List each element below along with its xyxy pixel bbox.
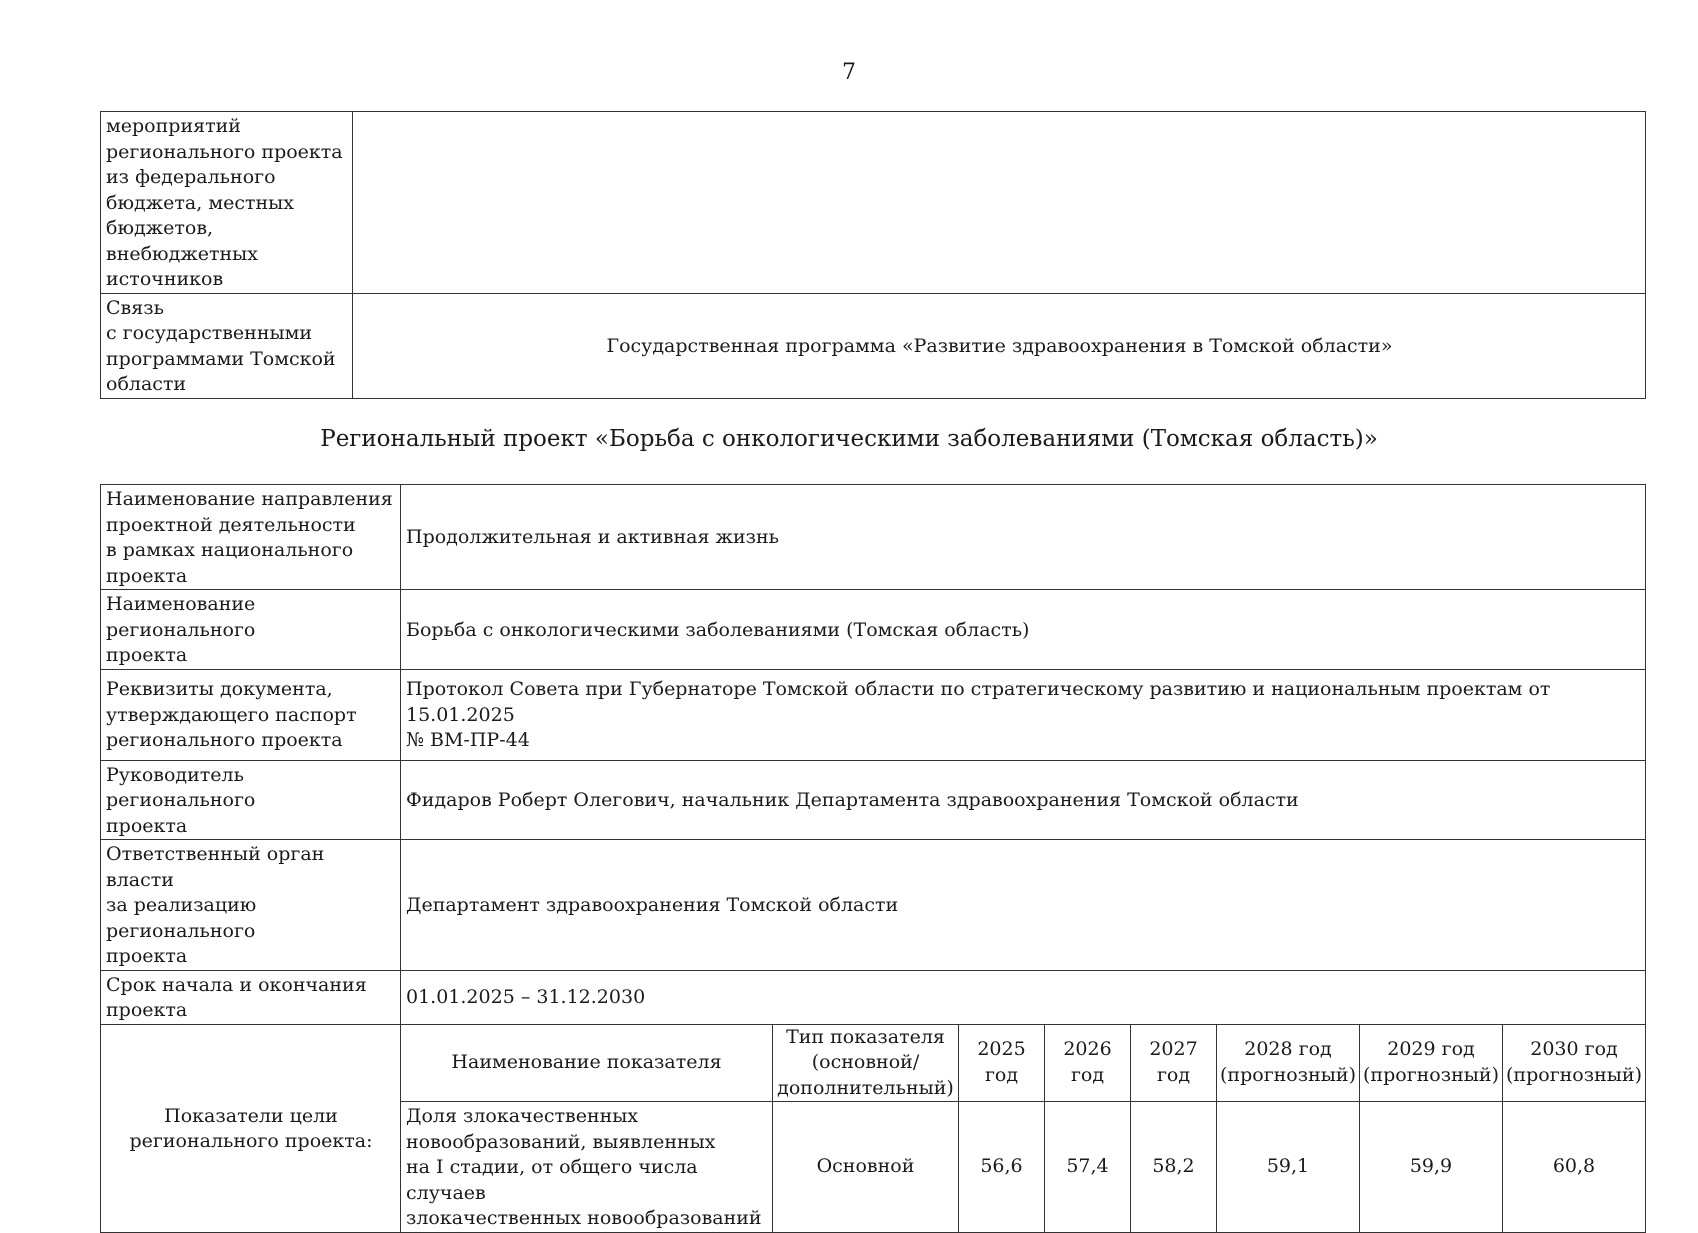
row-value: Государственная программа «Развитие здравоохранения в Томской области»: [353, 293, 1646, 398]
indicator-value-2026: 57,4: [1045, 1102, 1131, 1233]
indicators-header-row: [101, 1024, 1646, 1102]
header-indicator-type: Тип показателя (основной/ дополнительный): [773, 1024, 959, 1102]
section-title: Региональный проект «Борьба с онкологическими заболеваниями (Томская область)»: [320, 426, 1378, 452]
funding-row: [101, 112, 1646, 294]
row-label: Наименование регионального проекта: [101, 590, 401, 670]
passport-row: [101, 970, 1646, 1024]
indicator-name: Доля злокачественных новообразований, выявленных на I стадии, от общего числа случаев злокачественных новообразований: [401, 1102, 773, 1233]
passport-row: [101, 669, 1646, 760]
funding-programs-table: [100, 111, 1646, 399]
indicator-value-2029: 59,9: [1360, 1102, 1503, 1233]
row-label: Срок начала и окончания проекта: [101, 970, 401, 1024]
row-label: Связь с государственными программами Томской области: [101, 293, 353, 398]
passport-row: [101, 840, 1646, 971]
passport-row: [101, 485, 1646, 590]
indicator-value-2027: 58,2: [1131, 1102, 1217, 1233]
passport-row: [101, 760, 1646, 840]
row-value: 01.01.2025 – 31.12.2030: [401, 970, 1646, 1024]
row-value: Фидаров Роберт Олегович, начальник Департамента здравоохранения Томской области: [401, 760, 1646, 840]
row-value: [353, 112, 1646, 294]
passport-row: [101, 590, 1646, 670]
state-programs-row: [101, 293, 1646, 398]
header-year-2029: 2029 год (прогнозный): [1360, 1024, 1503, 1102]
header-year-2026: 2026 год: [1045, 1024, 1131, 1102]
page-number: 7: [842, 60, 856, 85]
row-label: Наименование направления проектной деятельности в рамках национального проекта: [101, 485, 401, 590]
header-indicator-name: Наименование показателя: [401, 1024, 773, 1102]
row-value: Департамент здравоохранения Томской области: [401, 840, 1646, 971]
row-value: Борьба с онкологическими заболеваниями (Томская область): [401, 590, 1646, 670]
indicator-value-2025: 56,6: [959, 1102, 1045, 1233]
header-year-2027: 2027 год: [1131, 1024, 1217, 1102]
header-year-2025: 2025 год: [959, 1024, 1045, 1102]
indicator-value-2028: 59,1: [1217, 1102, 1360, 1233]
indicators-label: Показатели цели регионального проекта:: [101, 1024, 401, 1232]
indicator-value-2030: 60,8: [1503, 1102, 1646, 1233]
project-passport-table: [100, 484, 1646, 1233]
row-value: Продолжительная и активная жизнь: [401, 485, 1646, 590]
indicator-type: Основной: [773, 1102, 959, 1233]
row-label: мероприятий регионального проекта из федерального бюджета, местных бюджетов, внебюджетных источников: [101, 112, 353, 294]
row-label: Реквизиты документа, утверждающего паспорт регионального проекта: [101, 669, 401, 760]
row-value: Протокол Совета при Губернаторе Томской области по стратегическому развитию и национальным проектам от 15.01.2025 № ВМ-ПР-44: [401, 669, 1646, 760]
header-year-2030: 2030 год (прогнозный): [1503, 1024, 1646, 1102]
row-label: Ответственный орган власти за реализацию регионального проекта: [101, 840, 401, 971]
row-label: Руководитель регионального проекта: [101, 760, 401, 840]
header-year-2028: 2028 год (прогнозный): [1217, 1024, 1360, 1102]
